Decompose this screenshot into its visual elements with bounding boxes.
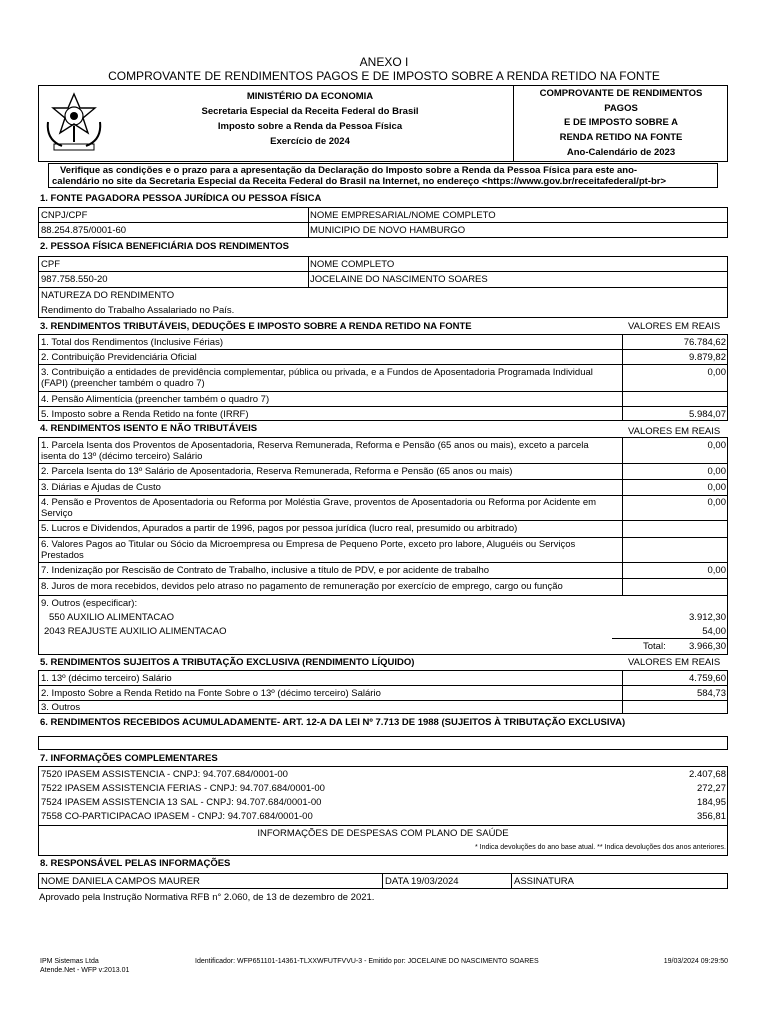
s3-row-4-label: 4. Pensão Alimentícia (preencher também o quadro 7) — [41, 394, 270, 405]
receipt-title-1: COMPROVANTE DE RENDIMENTOS — [539, 88, 703, 99]
section-5-values-label: VALORES EM REAIS — [628, 657, 721, 668]
s4-other-2-value: 54,00 — [702, 626, 726, 637]
section-4-values-label: VALORES EM REAIS — [628, 426, 721, 437]
section-4-title: 4. RENDIMENTOS ISENTO E NÃO TRIBUTÁVEIS — [40, 423, 258, 434]
s3-row-1-value: 76.784,62 — [683, 337, 726, 348]
responsible-name: NOME DANIELA CAMPOS MAURER — [41, 876, 200, 887]
s7-row-2-value: 272,27 — [696, 783, 726, 794]
s3-row-1-label: 1. Total dos Rendimentos (Inclusive Férias) — [41, 337, 223, 348]
s3-row-2-label: 2. Contribuição Previdenciária Oficial — [41, 352, 197, 363]
s3-row-5-value: 5.984,07 — [689, 409, 726, 420]
s4-others-label: 9. Outros (especificar): — [41, 598, 138, 609]
s3-row-5-label: 5. Imposto sobre a Renda Retido na fonte (IRRF) — [41, 409, 249, 420]
section-8-title: 8. RESPONSÁVEL PELAS INFORMAÇÕES — [40, 858, 231, 869]
s7-row-4-label: 7558 CO-PARTICIPACAO IPASEM - CNPJ: 94.707.684/0001-00 — [41, 811, 313, 822]
beneficiary-name-label: NOME COMPLETO — [310, 259, 395, 270]
beneficiary-name-value: JOCELAINE DO NASCIMENTO SOARES — [310, 274, 488, 285]
section-1-title: 1. FONTE PAGADORA PESSOA JURÍDICA OU PESSOA FÍSICA — [40, 193, 322, 204]
s7-row-4-value: 356,81 — [696, 811, 726, 822]
calendar-year: Ano-Calendário de 2023 — [566, 147, 676, 158]
responsible-date: DATA 19/03/2024 — [385, 876, 459, 887]
s4-other-2-label: 2043 REAJUSTE AUXILIO ALIMENTACAO — [44, 626, 227, 637]
s4-row-7-value: 0,00 — [707, 565, 726, 576]
s4-row-4-value: 0,00 — [707, 497, 726, 508]
section-6-box — [38, 736, 728, 750]
s4-row-4-label: 4. Pensão e Proventos de Aposentadoria ou Reforma por Moléstia Grave, proventos de Aposentadoria ou Reforma por Acidente em Serviço — [41, 497, 597, 519]
s4-row-6-label: 6. Valores Pagos ao Titular ou Sócio da Microempresa ou Empresa de Pequeno Porte, exceto pro labore, Aluguéis ou Serviços Prestados — [41, 539, 576, 561]
income-nature-label: NATUREZA DO RENDIMENTO — [41, 290, 175, 301]
s5-row-3-label: 3. Outros — [41, 702, 81, 713]
notice-line-2: calendário no site da Secretaria Especial da Receita Federal do Brasil na Internet, no endereço <https://www.gov.br/receitafederal/pt-br> — [52, 176, 666, 187]
health-plan-title: INFORMAÇÕES DE DESPESAS COM PLANO DE SAÚDE — [257, 828, 509, 839]
footer-identifier: Identificador: WFP651101-14361-TLXXWFUTFVVU-3 - Emitido por: JOCELAINE DO NASCIMENTO SOARES — [195, 958, 539, 965]
s7-row-2-label: 7522 IPASEM ASSISTENCIA FERIAS - CNPJ: 94.707.684/0001-00 — [41, 783, 325, 794]
company-name-value: MUNICIPIO DE NOVO HAMBURGO — [310, 225, 466, 236]
secretariat-label: Secretaria Especial da Receita Federal do Brasil — [201, 106, 419, 117]
section-3-title: 3. RENDIMENTOS TRIBUTÁVEIS, DEDUÇÕES E IMPOSTO SOBRE A RENDA RETIDO NA FONTE — [40, 321, 472, 332]
s4-row-1-label: 1. Parcela Isenta dos Proventos de Aposentadoria, Reserva Remunerada, Reforma e Pensão (65 anos ou mais), exceto a parcela isenta do 13º (décimo terceiro) Salário — [41, 440, 589, 462]
exercise-label: Exercício de 2024 — [270, 136, 350, 147]
s3-row-3-label: 3. Contribuição a entidades de previdência complementar, pública ou privada, e a Fundos de Aposentadoria Programada Individual (FAPI) (preencher também o quadro 7) — [41, 367, 593, 389]
s4-total-value: 3.966,30 — [689, 641, 726, 652]
s4-row-2-value: 0,00 — [707, 466, 726, 477]
section-7-title: 7. INFORMAÇÕES COMPLEMENTARES — [40, 753, 218, 764]
s5-row-2-label: 2. Imposto Sobre a Renda Retido na Fonte Sobre o 13º (décimo terceiro) Salário — [41, 688, 381, 699]
s3-row-3-value: 0,00 — [707, 367, 726, 378]
s4-row-8-label: 8. Juros de mora recebidos, devidos pelo atraso no pagamento de remuneração por exercício de emprego, cargo ou função — [41, 581, 563, 592]
s5-row-1-label: 1. 13º (décimo terceiro) Salário — [41, 673, 172, 684]
tax-label: Imposto sobre a Renda da Pessoa Física — [217, 121, 403, 132]
s7-row-1-value: 2.407,68 — [689, 769, 726, 780]
cpf-value: 987.758.550-20 — [41, 274, 108, 285]
brazil-coat-of-arms-icon — [42, 92, 106, 154]
s5-row-2-value: 584,73 — [696, 688, 726, 699]
s4-row-1-value: 0,00 — [707, 440, 726, 451]
document-title: COMPROVANTE DE RENDIMENTOS PAGOS E DE IMPOSTO SOBRE A RENDA RETIDO NA FONTE — [108, 69, 660, 83]
approval-text: Aprovado pela Instrução Normativa RFB n° 2.060, de 13 de dezembro de 2021. — [39, 892, 375, 903]
s3-row-2-value: 9.879,82 — [689, 352, 726, 363]
footer-version: Atende.Net - WFP v:2013.01 — [40, 967, 130, 974]
notice-line-1: Verifique as condições e o prazo para a apresentação da Declaração do Imposto sobre a Renda da Pessoa Física para este ano- — [60, 165, 638, 176]
company-name-label: NOME EMPRESARIAL/NOME COMPLETO — [310, 210, 496, 221]
s4-total-label: Total: — [643, 641, 666, 652]
s4-row-3-value: 0,00 — [707, 482, 726, 493]
section-6-title: 6. RENDIMENTOS RECEBIDOS ACUMULADAMENTE- ART. 12-A DA LEI Nº 7.713 DE 1988 (SUJEITOS À TRIBUTAÇÃO EXCLUSIVA) — [40, 717, 626, 728]
cnpj-value: 88.254.875/0001-60 — [41, 225, 127, 236]
ministry-label: MINISTÉRIO DA ECONOMIA — [246, 91, 374, 102]
annex-title: ANEXO I — [359, 55, 409, 69]
receipt-title-3: E DE IMPOSTO SOBRE A — [563, 117, 679, 128]
section-3-values-label: VALORES EM REAIS — [628, 321, 721, 332]
s4-row-7-label: 7. Indenização por Rescisão de Contrato de Trabalho, inclusive a título de PDV, e por acidente de trabalho — [41, 565, 490, 576]
footer-timestamp: 19/03/2024 09:29:50 — [663, 958, 728, 965]
receipt-title-4: RENDA RETIDO NA FONTE — [559, 132, 683, 143]
income-nature-value: Rendimento do Trabalho Assalariado no País. — [41, 305, 235, 316]
s7-row-3-label: 7524 IPASEM ASSISTENCIA 13 SAL - CNPJ: 94.707.684/0001-00 — [41, 797, 322, 808]
s4-other-1-label: 550 AUXILIO ALIMENTACAO — [49, 612, 174, 623]
s4-row-5-label: 5. Lucros e Dividendos, Apurados a partir de 1996, pagos por pessoa jurídica (lucro real, presumido ou arbitrado) — [41, 523, 518, 534]
signature-label: ASSINATURA — [514, 876, 575, 887]
s7-row-1-label: 7520 IPASEM ASSISTENCIA - CNPJ: 94.707.684/0001-00 — [41, 769, 288, 780]
cnpj-label: CNPJ/CPF — [41, 210, 88, 221]
s4-row-2-label: 2. Parcela Isenta do 13º Salário de Aposentadoria, Reserva Remunerada, Reforma e Pensão (65 anos ou mais) — [41, 466, 513, 477]
health-plan-note: * Indica devoluções do ano base atual. ** Indica devoluções dos anos anteriores. — [474, 844, 726, 851]
s7-row-3-value: 184,95 — [696, 797, 726, 808]
footer-company: IPM Sistemas Ltda — [40, 958, 99, 965]
s5-row-1-value: 4.759,60 — [689, 673, 726, 684]
section-5-title: 5. RENDIMENTOS SUJEITOS A TRIBUTAÇÃO EXCLUSIVA (RENDIMENTO LÍQUIDO) — [40, 657, 415, 668]
cpf-label: CPF — [41, 259, 60, 270]
receipt-title-2: PAGOS — [604, 103, 638, 114]
s4-other-1-value: 3.912,30 — [689, 612, 726, 623]
section-2-title: 2. PESSOA FÍSICA BENEFICIÁRIA DOS RENDIMENTOS — [40, 241, 289, 252]
s4-row-3-label: 3. Diárias e Ajudas de Custo — [41, 482, 161, 493]
